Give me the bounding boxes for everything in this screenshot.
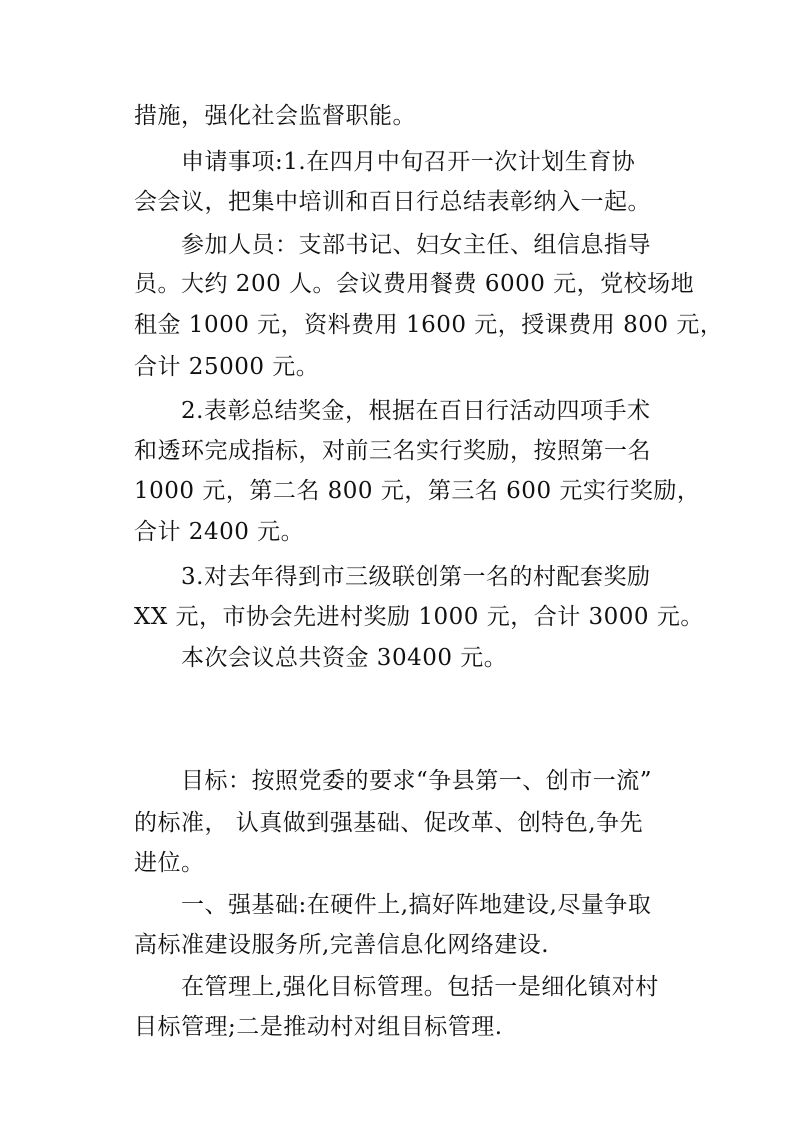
text-line-12: 3.对去年得到市三级联创第一名的村配套奖励 [181,564,651,590]
text-line-17: 进位。 [134,850,205,876]
text-line-20: 在管理上,强化目标管理。包括一是细化镇对村 [181,974,659,1000]
text-line-6: 租金 1000 元，资料费用 1600 元，授课费用 800 元， [134,312,724,338]
text-line-4: 参加人员：支部书记、妇女主任、组信息指导 [181,232,651,258]
text-line-21: 目标管理;二是推动村对组目标管理. [134,1014,503,1040]
text-line-13: XX 元，市协会先进村奖励 1000 元，合计 3000 元。 [134,604,704,630]
text-line-3: 会会议，把集中培训和百日行总结表彰纳入一起。 [134,189,651,215]
text-line-19: 高标准建设服务所,完善信息化网络建设. [134,932,550,958]
text-line-14: 本次会议总共资金 30400 元。 [181,645,508,671]
text-line-15: 目标：按照党委的要求“争县第一、创市一流” [181,768,653,794]
text-line-11: 合计 2400 元。 [134,519,305,545]
text-line-10: 1000 元，第二名 800 元，第三名 600 元实行奖励， [134,478,701,504]
text-line-9: 和透环完成指标，对前三名实行奖励，按照第一名 [134,438,651,464]
text-line-5: 员。大约 200 人。会议费用餐费 6000 元，党校场地 [134,271,695,297]
text-line-16: 的标准， 认真做到强基础、促改革、创特色,争先 [134,810,644,836]
text-line-18: 一、强基础:在硬件上,搞好阵地建设,尽量争取 [181,892,652,918]
text-line-8: 2.表彰总结奖金，根据在百日行活动四项手术 [181,398,651,424]
text-line-1: 措施，强化社会监督职能。 [134,103,416,129]
text-line-7: 合计 25000 元。 [134,354,320,380]
text-line-2: 申请事项:1.在四月中旬召开一次计划生育协 [181,149,636,175]
